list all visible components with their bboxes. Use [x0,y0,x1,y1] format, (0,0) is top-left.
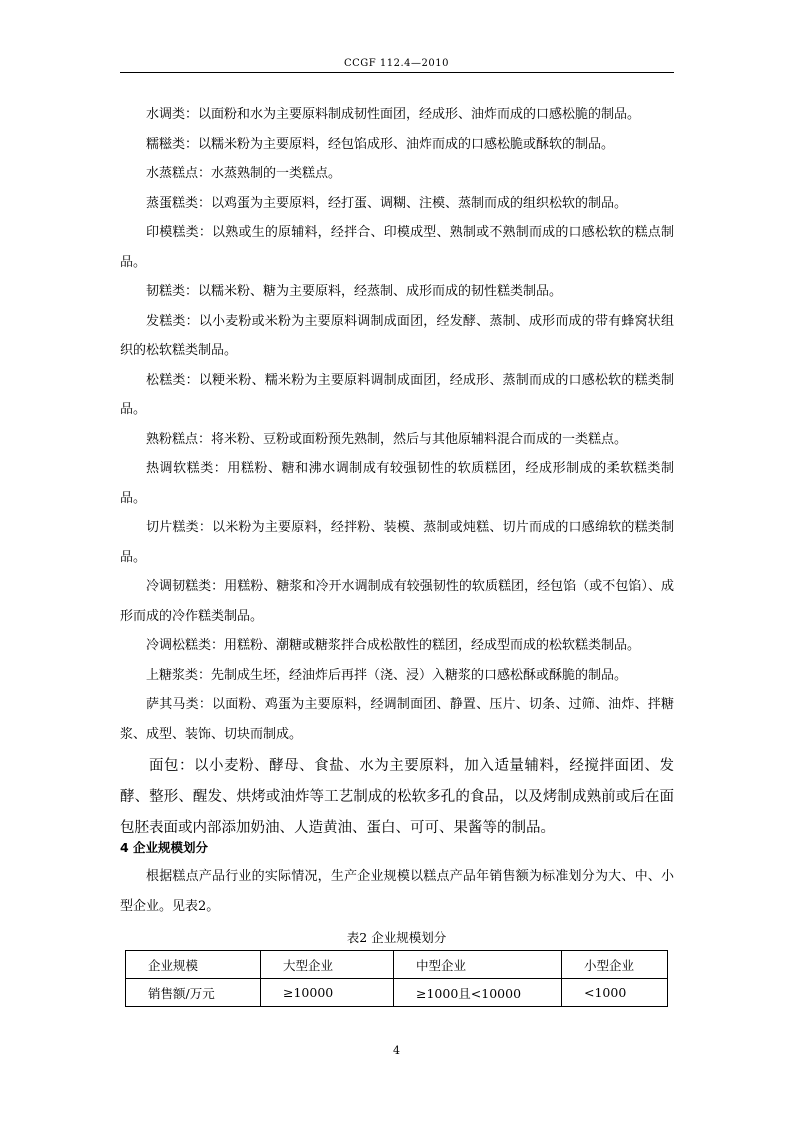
table-header-cell: 企业规模 [126,951,261,979]
table-header-cell: 小型企业 [562,951,668,979]
paragraph: 印模糕类：以熟或生的原辅料，经拌合、印模成型、熟制或不熟制而成的口感松软的糕点制品。 [120,225,674,270]
table-header-cell: 大型企业 [261,951,394,979]
paragraph: 水调类：以面粉和水为主要原料制成韧性面团，经成形、油炸而成的口感松脆的制品。 [146,107,641,122]
paragraph: 蒸蛋糕类：以鸡蛋为主要原料，经打蛋、调糊、注模、蒸制而成的组织松软的制品。 [146,195,628,211]
running-header: CCGF 112.4—2010 [344,58,449,69]
paragraph: 冷调松糕类：用糕粉、潮糖或糖浆拌合成松散性的糕团，经成型而成的松软糕类制品。 [146,638,641,653]
table-header-row [126,951,668,979]
section-body [120,862,674,921]
table-cell: ≥10000 [261,979,394,1007]
paragraph: 水蒸糕点：水蒸熟制的一类糕点。 [146,166,342,181]
header-rule [120,72,674,73]
definitions-body [120,100,674,844]
table-cell: 销售额/万元 [126,979,261,1007]
paragraph: 发糕类：以小麦粉或米粉为主要原料调制成面团，经发酵、蒸制、成形而成的带有蜂窝状组织的松软糕类制品。 [120,313,674,358]
table-caption: 表2 企业规模划分 [346,930,447,945]
paragraph: 冷调韧糕类：用糕粉、糖浆和冷开水调制成有较强韧性的软质糕团，经包馅（或不包馅）、成形而成的冷作糕类制品。 [120,579,674,624]
section-heading: 4 企业规模划分 [120,840,209,855]
enterprise-size-table [125,950,668,1007]
table-cell: <1000 [562,979,668,1007]
paragraph: 萨其马类：以面粉、鸡蛋为主要原料，经调制面团、静置、压片、切条、过筛、油炸、拌糖浆、成型、装饰、切块而制成。 [120,697,674,742]
paragraph: 切片糕类：以米粉为主要原料，经拌粉、装模、蒸制或炖糕、切片而成的口感绵软的糕类制品。 [120,520,674,565]
table-header-cell: 中型企业 [394,951,562,979]
page-number: 4 [393,1044,400,1057]
paragraph: 糯糍类：以糯米粉为主要原料，经包馅成形、油炸而成的口感松脆或酥软的制品。 [146,136,615,152]
paragraph: 上糖浆类：先制成生坯，经油炸后再拌（浇、浸）入糖浆的口感松酥或酥脆的制品。 [146,667,628,683]
table-row [126,979,668,1007]
table-cell: ≥1000且<10000 [394,979,562,1007]
paragraph: 松糕类：以粳米粉、糯米粉为主要原料调制成面团，经成形、蒸制而成的口感松软的糕类制品。 [120,372,674,417]
paragraph: 根据糕点产品行业的实际情况，生产企业规模以糕点产品年销售额为标准划分为大、中、小型企业。见表2。 [120,869,674,914]
paragraph: 热调软糕类：用糕粉、糖和沸水调制成有较强韧性的软质糕团，经成形制成的柔软糕类制品。 [120,461,674,506]
paragraph: 韧糕类：以糯米粉、糖为主要原料，经蒸制、成形而成的韧性糕类制品。 [146,284,563,299]
paragraph: 熟粉糕点：将米粉、豆粉或面粉预先熟制，然后与其他原辅料混合而成的一类糕点。 [146,431,628,447]
bread-paragraph: 面包：以小麦粉、酵母、食盐、水为主要原料，加入适量辅料，经搅拌面团、发酵、整形、醒发、烘烤或油炸等工艺制成的松软多孔的食品，以及烤制成熟前或后在面包胚表面或内部添加奶油、人造黄油、蛋白、可可、果酱等的制品。 [120,758,674,836]
